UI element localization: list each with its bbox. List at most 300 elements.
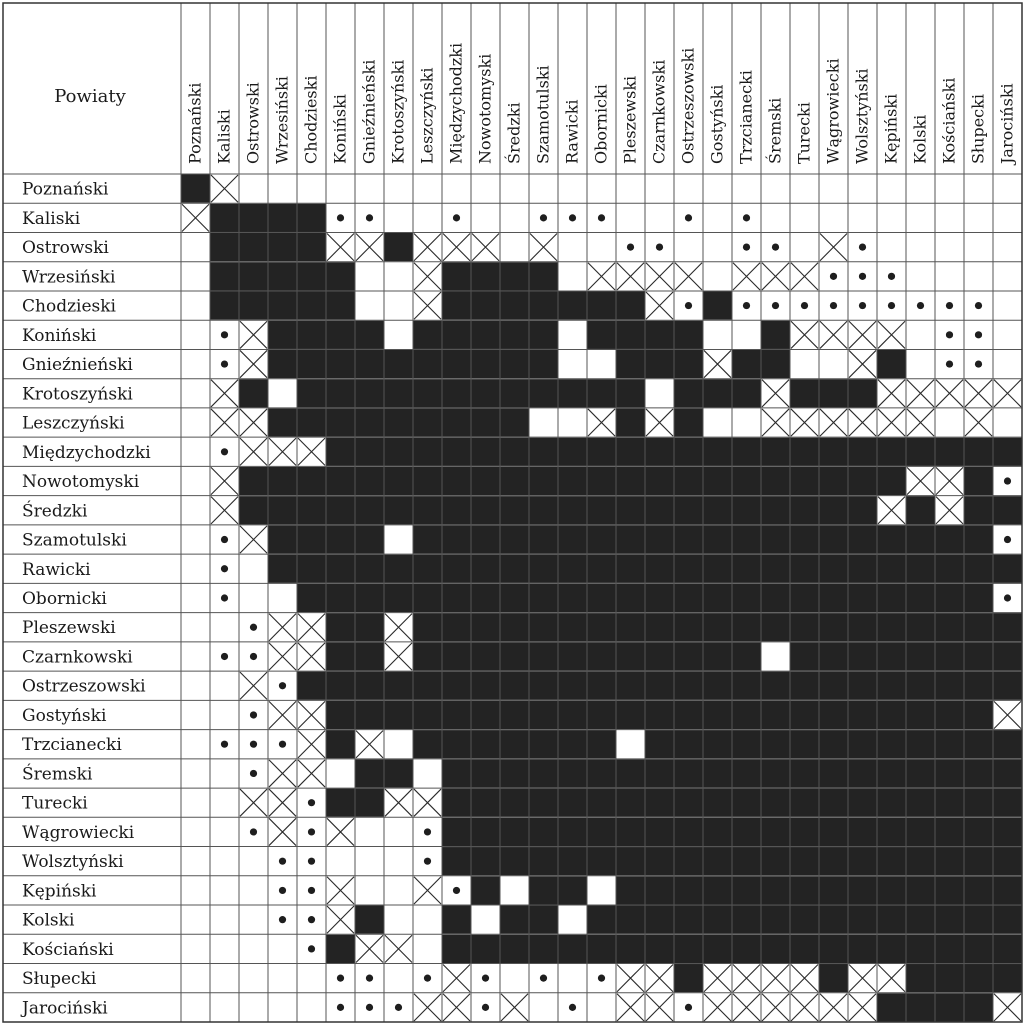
- cell-filled: [820, 935, 848, 963]
- cell-filled: [559, 613, 587, 641]
- cell-filled: [675, 759, 703, 787]
- cell-filled: [617, 379, 645, 407]
- cell-filled: [588, 935, 616, 963]
- cell-dot: [308, 887, 315, 894]
- cell-filled: [936, 964, 964, 992]
- cell-filled: [849, 935, 877, 963]
- column-label: Jarociński: [997, 83, 1017, 164]
- cell-filled: [559, 438, 587, 466]
- cell-filled: [791, 906, 819, 934]
- cell-filled: [849, 759, 877, 787]
- cell-filled: [559, 818, 587, 846]
- cell-filled: [762, 730, 790, 758]
- cell-filled: [878, 350, 906, 378]
- cell-filled: [849, 672, 877, 700]
- cell-filled: [356, 555, 384, 583]
- cell-dot: [424, 828, 431, 835]
- cell-filled: [588, 379, 616, 407]
- cell-filled: [414, 496, 442, 524]
- cell-filled: [530, 759, 558, 787]
- row-label: Pleszewski: [22, 618, 116, 639]
- cell-filled: [356, 789, 384, 817]
- cell-dot: [569, 214, 576, 221]
- cell-filled: [849, 818, 877, 846]
- cell-filled: [530, 730, 558, 758]
- cell-dot: [685, 1004, 692, 1011]
- cell-filled: [733, 730, 761, 758]
- cell-filled: [298, 584, 326, 612]
- cell-filled: [965, 935, 993, 963]
- cell-filled: [327, 935, 355, 963]
- cell-filled: [472, 935, 500, 963]
- cell-filled: [443, 555, 471, 583]
- cell-filled: [704, 672, 732, 700]
- cell-filled: [298, 408, 326, 436]
- cell-filled: [704, 906, 732, 934]
- cell-filled: [501, 642, 529, 670]
- cell-filled: [646, 584, 674, 612]
- cell-filled: [414, 701, 442, 729]
- cell-filled: [472, 818, 500, 846]
- cell-filled: [414, 613, 442, 641]
- cell-filled: [385, 555, 413, 583]
- cell-filled: [820, 525, 848, 553]
- cell-filled: [617, 847, 645, 875]
- cell-filled: [878, 613, 906, 641]
- cell-filled: [472, 350, 500, 378]
- cell-filled: [965, 789, 993, 817]
- cell-filled: [588, 321, 616, 349]
- row-label: Trzcianecki: [22, 735, 122, 756]
- cell-filled: [385, 350, 413, 378]
- cell-filled: [704, 876, 732, 904]
- cell-filled: [298, 467, 326, 495]
- row-label: Wągrowiecki: [22, 822, 135, 843]
- cell-filled: [646, 789, 674, 817]
- cell-filled: [298, 555, 326, 583]
- cell-filled: [820, 467, 848, 495]
- cell-dot: [656, 244, 663, 251]
- cell-filled: [269, 262, 297, 290]
- cell-filled: [414, 408, 442, 436]
- cell-dot: [250, 711, 257, 718]
- cell-dot: [1004, 594, 1011, 601]
- cell-filled: [530, 935, 558, 963]
- cell-filled: [240, 379, 268, 407]
- cell-dot: [540, 975, 547, 982]
- cell-filled: [994, 613, 1022, 641]
- cell-filled: [443, 525, 471, 553]
- cell-filled: [588, 584, 616, 612]
- cell-filled: [298, 379, 326, 407]
- cell-filled: [820, 759, 848, 787]
- cell-filled: [414, 467, 442, 495]
- cell-filled: [936, 730, 964, 758]
- cell-filled: [791, 584, 819, 612]
- cell-filled: [443, 291, 471, 319]
- column-label: Chodzieski: [301, 75, 321, 164]
- cell-filled: [472, 321, 500, 349]
- cell-filled: [965, 964, 993, 992]
- cell-filled: [588, 555, 616, 583]
- cell-filled: [849, 379, 877, 407]
- cell-filled: [617, 467, 645, 495]
- cell-dot: [453, 214, 460, 221]
- cell-filled: [849, 701, 877, 729]
- cell-filled: [994, 730, 1022, 758]
- cell-filled: [733, 759, 761, 787]
- cell-filled: [443, 496, 471, 524]
- cell-filled: [617, 701, 645, 729]
- cell-filled: [762, 438, 790, 466]
- cell-dot: [308, 916, 315, 923]
- cell-filled: [733, 613, 761, 641]
- cell-filled: [414, 438, 442, 466]
- cell-filled: [646, 438, 674, 466]
- cell-filled: [965, 818, 993, 846]
- cell-filled: [327, 467, 355, 495]
- cell-filled: [907, 993, 935, 1021]
- cell-filled: [530, 350, 558, 378]
- cell-filled: [385, 759, 413, 787]
- cell-filled: [762, 525, 790, 553]
- cell-filled: [240, 496, 268, 524]
- cell-filled: [733, 935, 761, 963]
- cell-filled: [298, 291, 326, 319]
- cell-filled: [472, 496, 500, 524]
- cell-filled: [501, 408, 529, 436]
- cell-filled: [327, 379, 355, 407]
- cell-filled: [878, 876, 906, 904]
- cell-filled: [965, 701, 993, 729]
- cell-filled: [617, 613, 645, 641]
- cell-filled: [501, 906, 529, 934]
- cell-filled: [472, 876, 500, 904]
- cell-filled: [878, 642, 906, 670]
- cell-filled: [936, 759, 964, 787]
- cell-filled: [704, 291, 732, 319]
- cell-filled: [965, 759, 993, 787]
- cell-filled: [617, 759, 645, 787]
- cell-filled: [907, 672, 935, 700]
- column-label: Ostrowski: [243, 82, 263, 164]
- cell-filled: [559, 496, 587, 524]
- cell-filled: [443, 467, 471, 495]
- cell-filled: [820, 642, 848, 670]
- cell-filled: [936, 525, 964, 553]
- cell-filled: [878, 672, 906, 700]
- column-label: Kościański: [939, 77, 959, 164]
- cell-filled: [269, 233, 297, 261]
- cell-filled: [530, 642, 558, 670]
- column-label: Nowotomyski: [475, 53, 495, 164]
- cell-filled: [501, 555, 529, 583]
- cell-filled: [849, 730, 877, 758]
- cell-dot: [395, 1004, 402, 1011]
- cell-dot: [453, 887, 460, 894]
- cell-filled: [994, 759, 1022, 787]
- cell-filled: [588, 906, 616, 934]
- cell-filled: [733, 818, 761, 846]
- cell-filled: [965, 906, 993, 934]
- cell-filled: [849, 789, 877, 817]
- cell-dot: [685, 302, 692, 309]
- cell-filled: [356, 379, 384, 407]
- cell-filled: [472, 789, 500, 817]
- cell-filled: [617, 555, 645, 583]
- row-label: Wrzesiński: [22, 267, 116, 288]
- cell-filled: [617, 525, 645, 553]
- cell-dot: [482, 975, 489, 982]
- cell-filled: [327, 408, 355, 436]
- cell-filled: [733, 789, 761, 817]
- cell-dot: [598, 214, 605, 221]
- cell-filled: [704, 789, 732, 817]
- cell-filled: [646, 935, 674, 963]
- cell-filled: [936, 642, 964, 670]
- column-label: Gnieźnieński: [359, 59, 379, 164]
- cell-filled: [327, 789, 355, 817]
- cell-filled: [501, 262, 529, 290]
- cell-filled: [762, 321, 790, 349]
- cell-filled: [907, 906, 935, 934]
- cell-filled: [269, 204, 297, 232]
- cell-filled: [327, 584, 355, 612]
- cell-filled: [878, 759, 906, 787]
- cell-filled: [675, 525, 703, 553]
- cell-dot: [424, 975, 431, 982]
- cell-filled: [675, 672, 703, 700]
- cell-dot: [743, 302, 750, 309]
- cell-filled: [414, 379, 442, 407]
- cell-filled: [414, 350, 442, 378]
- cell-dot: [888, 273, 895, 280]
- cell-dot: [598, 975, 605, 982]
- cell-filled: [791, 379, 819, 407]
- cell-filled: [791, 876, 819, 904]
- cell-dot: [250, 624, 257, 631]
- cell-filled: [820, 730, 848, 758]
- cell-filled: [472, 408, 500, 436]
- row-label: Czarnkowski: [22, 647, 133, 668]
- cell-filled: [733, 496, 761, 524]
- column-label: Poznański: [185, 82, 205, 164]
- cell-filled: [791, 613, 819, 641]
- cell-filled: [733, 642, 761, 670]
- cell-filled: [820, 379, 848, 407]
- cell-filled: [443, 847, 471, 875]
- cell-filled: [646, 847, 674, 875]
- cell-filled: [443, 818, 471, 846]
- cell-filled: [472, 291, 500, 319]
- cell-dot: [308, 858, 315, 865]
- cell-filled: [588, 818, 616, 846]
- row-label: Szamotulski: [22, 530, 127, 551]
- cell-filled: [443, 438, 471, 466]
- cell-filled: [704, 496, 732, 524]
- cell-filled: [530, 701, 558, 729]
- cell-filled: [530, 613, 558, 641]
- row-label: Chodzieski: [22, 296, 116, 317]
- cell-filled: [530, 789, 558, 817]
- cell-filled: [298, 321, 326, 349]
- cell-filled: [878, 818, 906, 846]
- cell-dot: [250, 653, 257, 660]
- cell-filled: [646, 818, 674, 846]
- cell-filled: [501, 321, 529, 349]
- cell-filled: [878, 993, 906, 1021]
- cell-filled: [820, 555, 848, 583]
- cell-filled: [849, 876, 877, 904]
- cell-filled: [472, 525, 500, 553]
- row-label: Kolski: [22, 910, 75, 931]
- cell-filled: [849, 847, 877, 875]
- cell-filled: [385, 467, 413, 495]
- cell-filled: [646, 525, 674, 553]
- cell-filled: [617, 350, 645, 378]
- cell-filled: [878, 555, 906, 583]
- row-label: Ostrzeszowski: [22, 676, 146, 697]
- cell-filled: [298, 262, 326, 290]
- row-label: Gnieźnieński: [22, 355, 133, 376]
- cell-filled: [617, 496, 645, 524]
- cell-filled: [936, 789, 964, 817]
- cell-filled: [878, 584, 906, 612]
- cell-filled: [269, 496, 297, 524]
- cell-dot: [279, 741, 286, 748]
- cell-filled: [704, 379, 732, 407]
- cell-filled: [965, 584, 993, 612]
- cell-filled: [559, 876, 587, 904]
- cell-filled: [240, 262, 268, 290]
- cell-filled: [646, 555, 674, 583]
- cell-filled: [936, 555, 964, 583]
- row-label: Nowotomyski: [22, 472, 140, 493]
- cell-filled: [762, 701, 790, 729]
- cell-filled: [675, 847, 703, 875]
- cell-filled: [327, 291, 355, 319]
- cell-dot: [888, 302, 895, 309]
- cell-filled: [907, 701, 935, 729]
- cell-dot: [859, 244, 866, 251]
- cell-filled: [994, 818, 1022, 846]
- cell-filled: [559, 379, 587, 407]
- cell-filled: [733, 525, 761, 553]
- cell-filled: [617, 789, 645, 817]
- cell-filled: [530, 379, 558, 407]
- cell-filled: [820, 964, 848, 992]
- cell-filled: [675, 876, 703, 904]
- row-label: Kępiński: [22, 881, 97, 902]
- cell-filled: [617, 818, 645, 846]
- cell-filled: [472, 613, 500, 641]
- cell-filled: [385, 438, 413, 466]
- cell-filled: [849, 613, 877, 641]
- cell-filled: [530, 818, 558, 846]
- cell-dot: [279, 916, 286, 923]
- cell-filled: [791, 642, 819, 670]
- cell-filled: [704, 642, 732, 670]
- cell-filled: [675, 613, 703, 641]
- cell-filled: [762, 906, 790, 934]
- cell-filled: [733, 906, 761, 934]
- cell-dot: [540, 214, 547, 221]
- cell-dot: [482, 1004, 489, 1011]
- cell-filled: [356, 321, 384, 349]
- cell-filled: [530, 291, 558, 319]
- cell-filled: [994, 906, 1022, 934]
- cell-filled: [588, 438, 616, 466]
- cell-filled: [965, 555, 993, 583]
- cell-filled: [501, 672, 529, 700]
- cell-filled: [559, 789, 587, 817]
- cell-dot: [221, 331, 228, 338]
- cell-filled: [704, 935, 732, 963]
- cell-filled: [762, 496, 790, 524]
- column-label: Wrzesiński: [272, 76, 292, 164]
- cell-filled: [559, 467, 587, 495]
- cell-filled: [501, 935, 529, 963]
- cell-filled: [588, 759, 616, 787]
- cell-dot: [859, 302, 866, 309]
- cell-dot: [975, 331, 982, 338]
- cell-filled: [646, 701, 674, 729]
- cell-filled: [443, 262, 471, 290]
- cell-filled: [588, 701, 616, 729]
- column-label: Śremski: [765, 97, 785, 164]
- column-label: Kolski: [910, 114, 930, 164]
- cell-filled: [878, 789, 906, 817]
- cell-filled: [588, 525, 616, 553]
- cell-filled: [878, 525, 906, 553]
- column-label: Czarnkowski: [649, 59, 669, 164]
- column-label: Słupecki: [968, 94, 988, 164]
- cell-filled: [269, 555, 297, 583]
- cell-filled: [704, 467, 732, 495]
- cell-filled: [472, 847, 500, 875]
- cell-filled: [443, 584, 471, 612]
- cell-filled: [559, 584, 587, 612]
- cell-filled: [791, 935, 819, 963]
- cell-filled: [385, 584, 413, 612]
- cell-dot: [221, 594, 228, 601]
- cell-filled: [298, 496, 326, 524]
- cell-filled: [704, 555, 732, 583]
- cell-filled: [211, 233, 239, 261]
- cell-filled: [327, 262, 355, 290]
- column-label: Średzki: [504, 102, 524, 164]
- cell-dot: [250, 828, 257, 835]
- row-label: Obornicki: [22, 589, 107, 609]
- cell-filled: [298, 525, 326, 553]
- cell-filled: [356, 613, 384, 641]
- cell-filled: [617, 584, 645, 612]
- cell-filled: [472, 379, 500, 407]
- cell-dot: [917, 302, 924, 309]
- cell-filled: [762, 789, 790, 817]
- cell-dot: [308, 828, 315, 835]
- cell-dot: [975, 302, 982, 309]
- cell-filled: [965, 730, 993, 758]
- cell-filled: [675, 818, 703, 846]
- cell-dot: [946, 302, 953, 309]
- cell-filled: [501, 525, 529, 553]
- cell-filled: [791, 525, 819, 553]
- cell-filled: [472, 584, 500, 612]
- cell-filled: [936, 672, 964, 700]
- cell-filled: [327, 350, 355, 378]
- cell-filled: [965, 642, 993, 670]
